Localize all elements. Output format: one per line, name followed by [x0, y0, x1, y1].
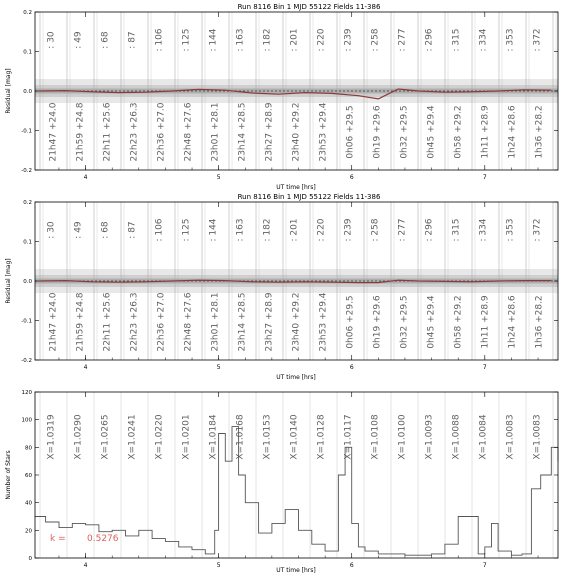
airmass-label: X=1.0084 — [478, 414, 489, 460]
field-coord-label: 23h53 +29.4 — [318, 292, 329, 352]
field-coord-label: 23h27 +28.9 — [264, 292, 275, 352]
field-coord-label: 22h11 +25.6 — [102, 102, 113, 162]
airmass-label: X=1.0117 — [343, 414, 354, 460]
y-tick-label: 0.1 — [23, 49, 32, 56]
field-coord-label: 23h27 +28.9 — [264, 102, 275, 162]
field-coord-label: 22h23 +26.3 — [129, 102, 140, 162]
residual-panel-1 — [5, 3, 558, 191]
airmass-label: X=1.0128 — [316, 414, 327, 460]
field-coord-label: 21h59 +24.8 — [75, 102, 86, 162]
airmass-label: X=1.0083 — [505, 414, 516, 460]
field-coord-label: 0h06 +29.5 — [345, 295, 356, 349]
field-coord-label: 23h40 +29.2 — [291, 292, 302, 352]
field-coord-label: 22h48 +27.6 — [183, 102, 194, 162]
x-tick-label: 7 — [482, 364, 487, 371]
airmass-label: X=1.0088 — [451, 414, 462, 460]
y-tick-label: 80 — [25, 445, 32, 452]
field-number-label: : 353 — [505, 28, 516, 52]
field-number-label: : 296 — [424, 218, 435, 242]
airmass-label: X=1.0153 — [262, 414, 273, 460]
field-coord-label: 22h48 +27.6 — [183, 292, 194, 352]
airmass-label: X=1.0290 — [73, 414, 84, 460]
x-tick-label: 6 — [349, 174, 354, 181]
field-coord-label: 22h11 +25.6 — [102, 292, 113, 352]
field-coord-label: 0h32 +29.5 — [399, 105, 410, 159]
field-coord-label: 23h14 +28.5 — [237, 292, 248, 352]
x-tick-label: 5 — [216, 174, 221, 181]
y-tick-label: -0.2 — [21, 168, 32, 174]
panel-1-xlabel: UT time [hrs] — [276, 184, 316, 191]
y-tick-label: 60 — [25, 473, 32, 479]
field-coord-label: 22h36 +27.0 — [156, 102, 167, 162]
field-number-label: : 125 — [181, 218, 192, 242]
field-coord-label: 1h11 +28.9 — [480, 295, 491, 349]
residual-panel-2 — [5, 193, 558, 381]
field-coord-label: 21h47 +24.0 — [48, 292, 59, 352]
field-number-label: : 372 — [532, 218, 543, 242]
y-tick-label: 0.2 — [23, 10, 32, 16]
field-number-label: : 277 — [397, 218, 408, 242]
x-tick-label: 4 — [83, 364, 88, 371]
panel-1-ylabel: Residual [mag] — [5, 68, 12, 114]
y-tick-label: 0.0 — [23, 279, 32, 285]
airmass-label: X=1.0108 — [370, 414, 381, 460]
field-number-label: : 163 — [235, 28, 246, 52]
field-number-label: : 144 — [208, 218, 219, 242]
field-coord-label: 23h01 +28.1 — [210, 102, 221, 162]
field-number-label: : 315 — [451, 218, 462, 242]
x-tick-label: 7 — [482, 562, 487, 569]
field-coord-label: 0h45 +29.4 — [426, 105, 437, 159]
airmass-label: X=1.0220 — [154, 414, 165, 460]
x-tick-label: 5 — [216, 364, 221, 371]
y-tick-label: 0.1 — [23, 239, 32, 246]
airmass-label: X=1.0201 — [181, 414, 192, 460]
airmass-label: X=1.0265 — [100, 414, 111, 460]
x-tick-label: 4 — [83, 562, 88, 569]
field-number-label: : 49 — [73, 221, 84, 239]
airmass-label: X=1.0100 — [397, 414, 408, 460]
y-tick-label: 0.0 — [23, 89, 32, 95]
airmass-label: X=1.0093 — [424, 414, 435, 460]
field-coord-label: 1h36 +28.2 — [534, 105, 545, 159]
field-number-label: : 182 — [262, 28, 273, 52]
field-number-label: : 220 — [316, 28, 327, 52]
x-tick-label: 4 — [83, 174, 88, 181]
field-number-label: : 49 — [73, 31, 84, 49]
field-coord-label: 21h47 +24.0 — [48, 102, 59, 162]
field-coord-label: 23h40 +29.2 — [291, 102, 302, 162]
y-tick-label: -0.1 — [21, 128, 32, 135]
field-number-label: : 30 — [46, 31, 57, 49]
field-number-label: : 353 — [505, 218, 516, 242]
field-number-label: : 220 — [316, 218, 327, 242]
panel-1-title: Run 8116 Bin 1 MJD 55122 Fields 11-386 — [237, 3, 381, 11]
field-number-label: : 163 — [235, 218, 246, 242]
field-coord-label: 0h06 +29.5 — [345, 105, 356, 159]
field-coord-label: 23h01 +28.1 — [210, 292, 221, 352]
field-number-label: : 239 — [343, 28, 354, 52]
field-number-label: : 334 — [478, 218, 489, 242]
field-coord-label: 22h36 +27.0 — [156, 292, 167, 352]
field-number-label: : 277 — [397, 28, 408, 52]
field-number-label: : 239 — [343, 218, 354, 242]
field-number-label: : 201 — [289, 218, 300, 242]
field-number-label: : 372 — [532, 28, 543, 52]
field-coord-label: 1h36 +28.2 — [534, 295, 545, 349]
field-number-label: : 258 — [370, 218, 381, 242]
panel-3-xlabel: UT time [hrs] — [276, 567, 316, 574]
x-tick-label: 6 — [349, 562, 354, 569]
k-label: k = — [50, 534, 66, 544]
panel-2-xlabel: UT time [hrs] — [276, 374, 316, 381]
x-tick-label: 7 — [482, 174, 487, 181]
field-number-label: : 144 — [208, 28, 219, 52]
panel-2-title: Run 8116 Bin 1 MJD 55122 Fields 11-386 — [237, 193, 381, 201]
x-tick-label: 5 — [216, 562, 221, 569]
field-number-label: : 125 — [181, 28, 192, 52]
x-tick-label: 6 — [349, 364, 354, 371]
field-number-label: : 296 — [424, 28, 435, 52]
field-coord-label: 22h23 +26.3 — [129, 292, 140, 352]
field-number-label: : 68 — [100, 31, 111, 49]
y-tick-label: 0 — [28, 556, 32, 562]
field-coord-label: 23h14 +28.5 — [237, 102, 248, 162]
field-number-label: : 68 — [100, 221, 111, 239]
field-coord-label: 0h32 +29.5 — [399, 295, 410, 349]
field-coord-label: 0h45 +29.4 — [426, 295, 437, 349]
field-coord-label: 23h53 +29.4 — [318, 102, 329, 162]
field-coord-label: 0h58 +29.2 — [453, 105, 464, 159]
y-tick-label: 120 — [21, 390, 32, 396]
field-number-label: : 106 — [154, 218, 165, 242]
field-number-label: : 106 — [154, 28, 165, 52]
field-number-label: : 258 — [370, 28, 381, 52]
airmass-label: X=1.0140 — [289, 414, 300, 460]
y-tick-label: 40 — [25, 500, 32, 507]
field-number-label: : 334 — [478, 28, 489, 52]
histogram-panel — [5, 390, 558, 574]
field-number-label: : 30 — [46, 221, 57, 239]
field-number-label: : 201 — [289, 28, 300, 52]
y-tick-label: 0.2 — [23, 200, 32, 206]
field-number-label: : 87 — [127, 31, 138, 49]
panel-2-ylabel: Residual [mag] — [5, 258, 12, 304]
field-coord-label: 1h24 +28.6 — [507, 295, 518, 349]
airmass-label: X=1.0319 — [46, 414, 57, 460]
field-coord-label: 0h58 +29.2 — [453, 295, 464, 349]
field-coord-label: 21h59 +24.8 — [75, 292, 86, 352]
field-coord-label: 1h11 +28.9 — [480, 105, 491, 159]
y-tick-label: 100 — [21, 417, 32, 424]
k-value: 0.5276 — [87, 534, 119, 544]
airmass-label: X=1.0184 — [208, 414, 219, 460]
panel-3-ylabel: Number of Stars — [5, 450, 12, 500]
field-number-label: : 182 — [262, 218, 273, 242]
field-coord-label: 1h24 +28.6 — [507, 105, 518, 159]
field-number-label: : 87 — [127, 221, 138, 239]
field-coord-label: 0h19 +29.6 — [372, 105, 383, 159]
field-coord-label: 0h19 +29.6 — [372, 295, 383, 349]
airmass-label: X=1.0241 — [127, 414, 138, 460]
field-number-label: : 315 — [451, 28, 462, 52]
y-tick-label: -0.1 — [21, 318, 32, 325]
y-tick-label: -0.2 — [21, 358, 32, 364]
y-tick-label: 20 — [25, 528, 32, 535]
airmass-label: X=1.0168 — [235, 414, 246, 460]
airmass-label: X=1.0083 — [532, 414, 543, 460]
